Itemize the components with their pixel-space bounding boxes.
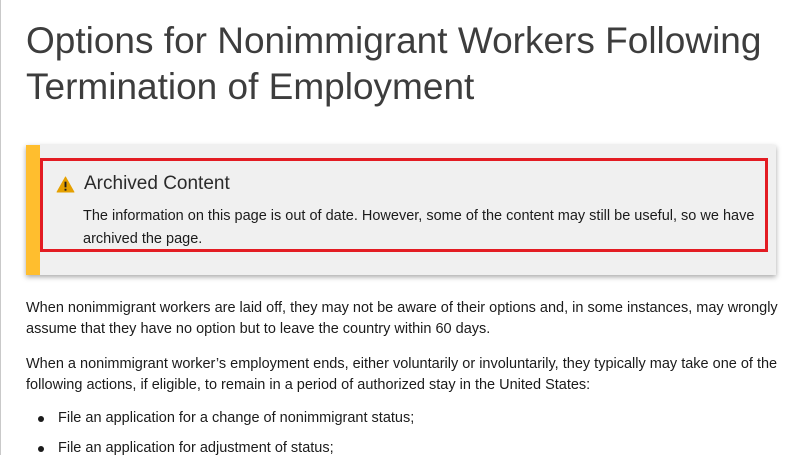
archived-content-alert <box>26 145 776 275</box>
alert-heading <box>56 173 230 195</box>
list-item <box>26 408 786 429</box>
warning-icon <box>56 176 75 193</box>
page-left-border <box>0 0 1 455</box>
options-list <box>26 408 786 455</box>
list-item <box>26 438 786 455</box>
list-item-text: File an application for a change of nonimmigrant status; <box>58 410 415 426</box>
bullet-icon <box>38 416 44 422</box>
alert-body-text: The information on this page is out of date. However, some of the content may still be useful, so we have archived the page. <box>83 208 755 247</box>
alert-heading-text: Archived Content <box>84 173 230 194</box>
page-title: Options for Nonimmigrant Workers Following Termination of Employment <box>26 20 762 107</box>
bullet-icon <box>38 446 44 452</box>
list-item-text: File an application for adjustment of status; <box>58 440 334 455</box>
intro-paragraph: When nonimmigrant workers are laid off, they may not be aware of their options and, in some instances, may wrongly assume that they have no option but to leave the country within 60 days. <box>26 300 778 337</box>
actions-paragraph: When a nonimmigrant worker’s employment ends, either voluntarily or involuntarily, they typically may take one of the following actions, if eligible, to remain in a period of authorized stay in the United States: <box>26 356 778 393</box>
alert-accent-bar <box>26 145 40 275</box>
